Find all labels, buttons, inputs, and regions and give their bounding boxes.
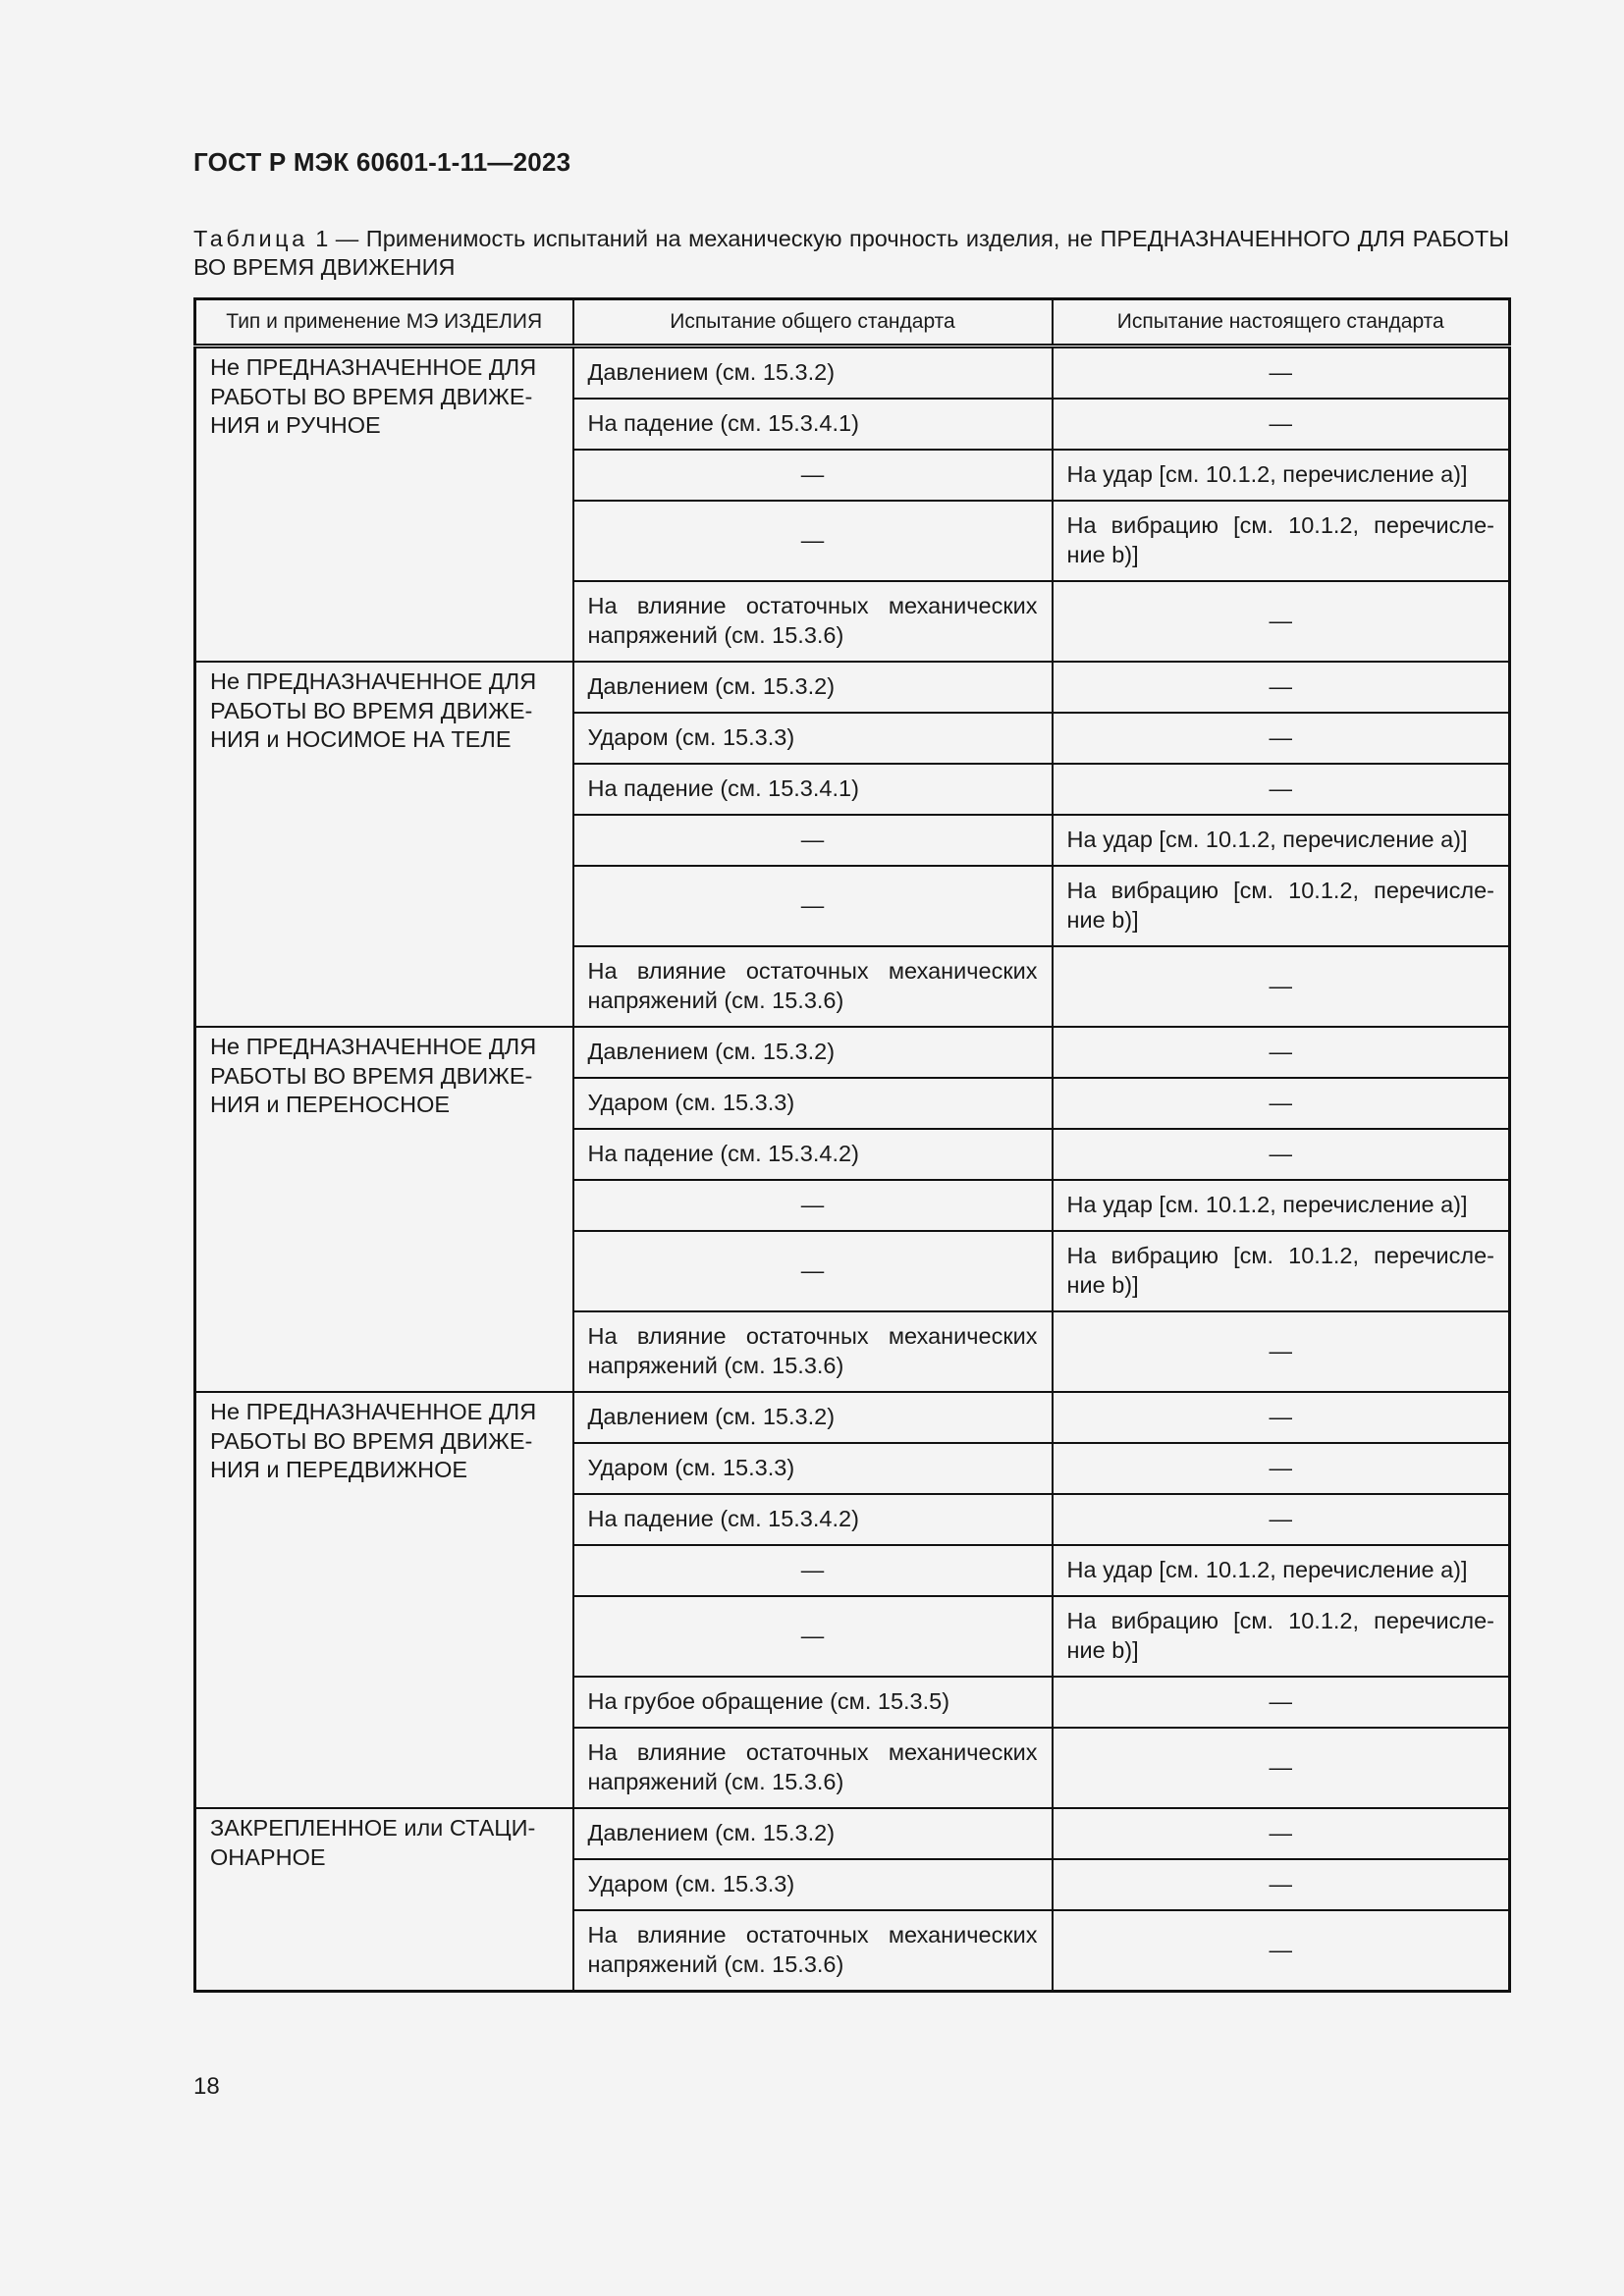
- table-caption-number: 1: [315, 226, 329, 251]
- general-test-cell: На влияние остаточных механических напряжений (см. 15.3.6): [573, 581, 1053, 662]
- table-row: [195, 662, 1510, 713]
- general-test-cell: Ударом (см. 15.3.3): [573, 1443, 1053, 1494]
- table-row: [195, 1808, 1510, 1859]
- table-caption-label: Таблица: [193, 226, 308, 251]
- general-test-cell: Давлением (см. 15.3.2): [573, 347, 1053, 400]
- general-test-cell: Ударом (см. 15.3.3): [573, 713, 1053, 764]
- type-cell: ЗАКРЕПЛЕННОЕ или СТАЦИ-ОНАРНОЕ: [195, 1808, 573, 1992]
- specific-test-cell: —: [1053, 1677, 1510, 1728]
- table-header-row: [195, 299, 1510, 347]
- type-cell: Не ПРЕДНАЗНАЧЕННОЕ ДЛЯ РАБОТЫ ВО ВРЕМЯ ДВИЖЕ-НИЯ и ПЕРЕДВИЖНОЕ: [195, 1392, 573, 1808]
- document-header: ГОСТ Р МЭК 60601-1-11—2023: [193, 147, 571, 177]
- specific-test-cell: —: [1053, 1078, 1510, 1129]
- general-test-cell: —: [573, 815, 1053, 866]
- specific-test-cell: —: [1053, 764, 1510, 815]
- table-row: [195, 1027, 1510, 1078]
- type-cell: Не ПРЕДНАЗНАЧЕННОЕ ДЛЯ РАБОТЫ ВО ВРЕМЯ ДВИЖЕ-НИЯ и ПЕРЕНОСНОЕ: [195, 1027, 573, 1392]
- general-test-cell: —: [573, 1596, 1053, 1677]
- general-test-cell: —: [573, 450, 1053, 501]
- specific-test-cell: —: [1053, 347, 1510, 400]
- column-header-type: Тип и применение МЭ ИЗДЕЛИЯ: [195, 299, 573, 347]
- general-test-cell: На падение (см. 15.3.4.2): [573, 1129, 1053, 1180]
- table-row: [195, 347, 1510, 400]
- specific-test-cell: —: [1053, 581, 1510, 662]
- column-header-general: Испытание общего стандарта: [573, 299, 1053, 347]
- specific-test-cell: —: [1053, 713, 1510, 764]
- specific-test-cell: —: [1053, 662, 1510, 713]
- specific-test-cell: —: [1053, 1311, 1510, 1392]
- table-caption: [193, 225, 1509, 282]
- general-test-cell: На падение (см. 15.3.4.2): [573, 1494, 1053, 1545]
- specific-test-cell: На вибрацию [см. 10.1.2, перечисле-ние b)]: [1053, 1231, 1510, 1311]
- general-test-cell: На падение (см. 15.3.4.1): [573, 764, 1053, 815]
- specific-test-cell: На удар [см. 10.1.2, перечисление a)]: [1053, 450, 1510, 501]
- general-test-cell: На влияние остаточных механических напряжений (см. 15.3.6): [573, 946, 1053, 1027]
- specific-test-cell: —: [1053, 1910, 1510, 1992]
- specific-test-cell: На удар [см. 10.1.2, перечисление a)]: [1053, 1545, 1510, 1596]
- general-test-cell: Ударом (см. 15.3.3): [573, 1078, 1053, 1129]
- mechanical-tests-table: [193, 297, 1511, 1993]
- specific-test-cell: На удар [см. 10.1.2, перечисление a)]: [1053, 815, 1510, 866]
- specific-test-cell: —: [1053, 946, 1510, 1027]
- type-cell: Не ПРЕДНАЗНАЧЕННОЕ ДЛЯ РАБОТЫ ВО ВРЕМЯ ДВИЖЕ-НИЯ и РУЧНОЕ: [195, 347, 573, 663]
- specific-test-cell: —: [1053, 1392, 1510, 1443]
- general-test-cell: —: [573, 1180, 1053, 1231]
- general-test-cell: На влияние остаточных механических напряжений (см. 15.3.6): [573, 1910, 1053, 1992]
- specific-test-cell: —: [1053, 399, 1510, 450]
- specific-test-cell: На вибрацию [см. 10.1.2, перечисле-ние b)]: [1053, 1596, 1510, 1677]
- specific-test-cell: —: [1053, 1728, 1510, 1808]
- general-test-cell: —: [573, 501, 1053, 581]
- general-test-cell: Давлением (см. 15.3.2): [573, 1027, 1053, 1078]
- general-test-cell: На влияние остаточных механических напряжений (см. 15.3.6): [573, 1311, 1053, 1392]
- general-test-cell: —: [573, 1545, 1053, 1596]
- specific-test-cell: —: [1053, 1027, 1510, 1078]
- general-test-cell: На грубое обращение (см. 15.3.5): [573, 1677, 1053, 1728]
- specific-test-cell: На вибрацию [см. 10.1.2, перечисле-ние b)]: [1053, 501, 1510, 581]
- specific-test-cell: —: [1053, 1808, 1510, 1859]
- specific-test-cell: На удар [см. 10.1.2, перечисление a)]: [1053, 1180, 1510, 1231]
- specific-test-cell: —: [1053, 1859, 1510, 1910]
- general-test-cell: На влияние остаточных механических напряжений (см. 15.3.6): [573, 1728, 1053, 1808]
- table-row: [195, 1392, 1510, 1443]
- general-test-cell: —: [573, 866, 1053, 946]
- specific-test-cell: На вибрацию [см. 10.1.2, перечисле-ние b)]: [1053, 866, 1510, 946]
- general-test-cell: Давлением (см. 15.3.2): [573, 1808, 1053, 1859]
- table-caption-text: — Применимость испытаний на механическую прочность изделия, не ПРЕДНАЗНАЧЕННОГО ДЛЯ РАБОТЫ ВО ВРЕМЯ ДВИЖЕНИЯ: [193, 226, 1509, 280]
- specific-test-cell: —: [1053, 1129, 1510, 1180]
- column-header-specific: Испытание настоящего стандарта: [1053, 299, 1510, 347]
- general-test-cell: —: [573, 1231, 1053, 1311]
- general-test-cell: Давлением (см. 15.3.2): [573, 662, 1053, 713]
- general-test-cell: Давлением (см. 15.3.2): [573, 1392, 1053, 1443]
- type-cell: Не ПРЕДНАЗНАЧЕННОЕ ДЛЯ РАБОТЫ ВО ВРЕМЯ ДВИЖЕ-НИЯ и НОСИМОЕ НА ТЕЛЕ: [195, 662, 573, 1027]
- specific-test-cell: —: [1053, 1494, 1510, 1545]
- general-test-cell: Ударом (см. 15.3.3): [573, 1859, 1053, 1910]
- page-number: 18: [193, 2073, 220, 2100]
- specific-test-cell: —: [1053, 1443, 1510, 1494]
- general-test-cell: На падение (см. 15.3.4.1): [573, 399, 1053, 450]
